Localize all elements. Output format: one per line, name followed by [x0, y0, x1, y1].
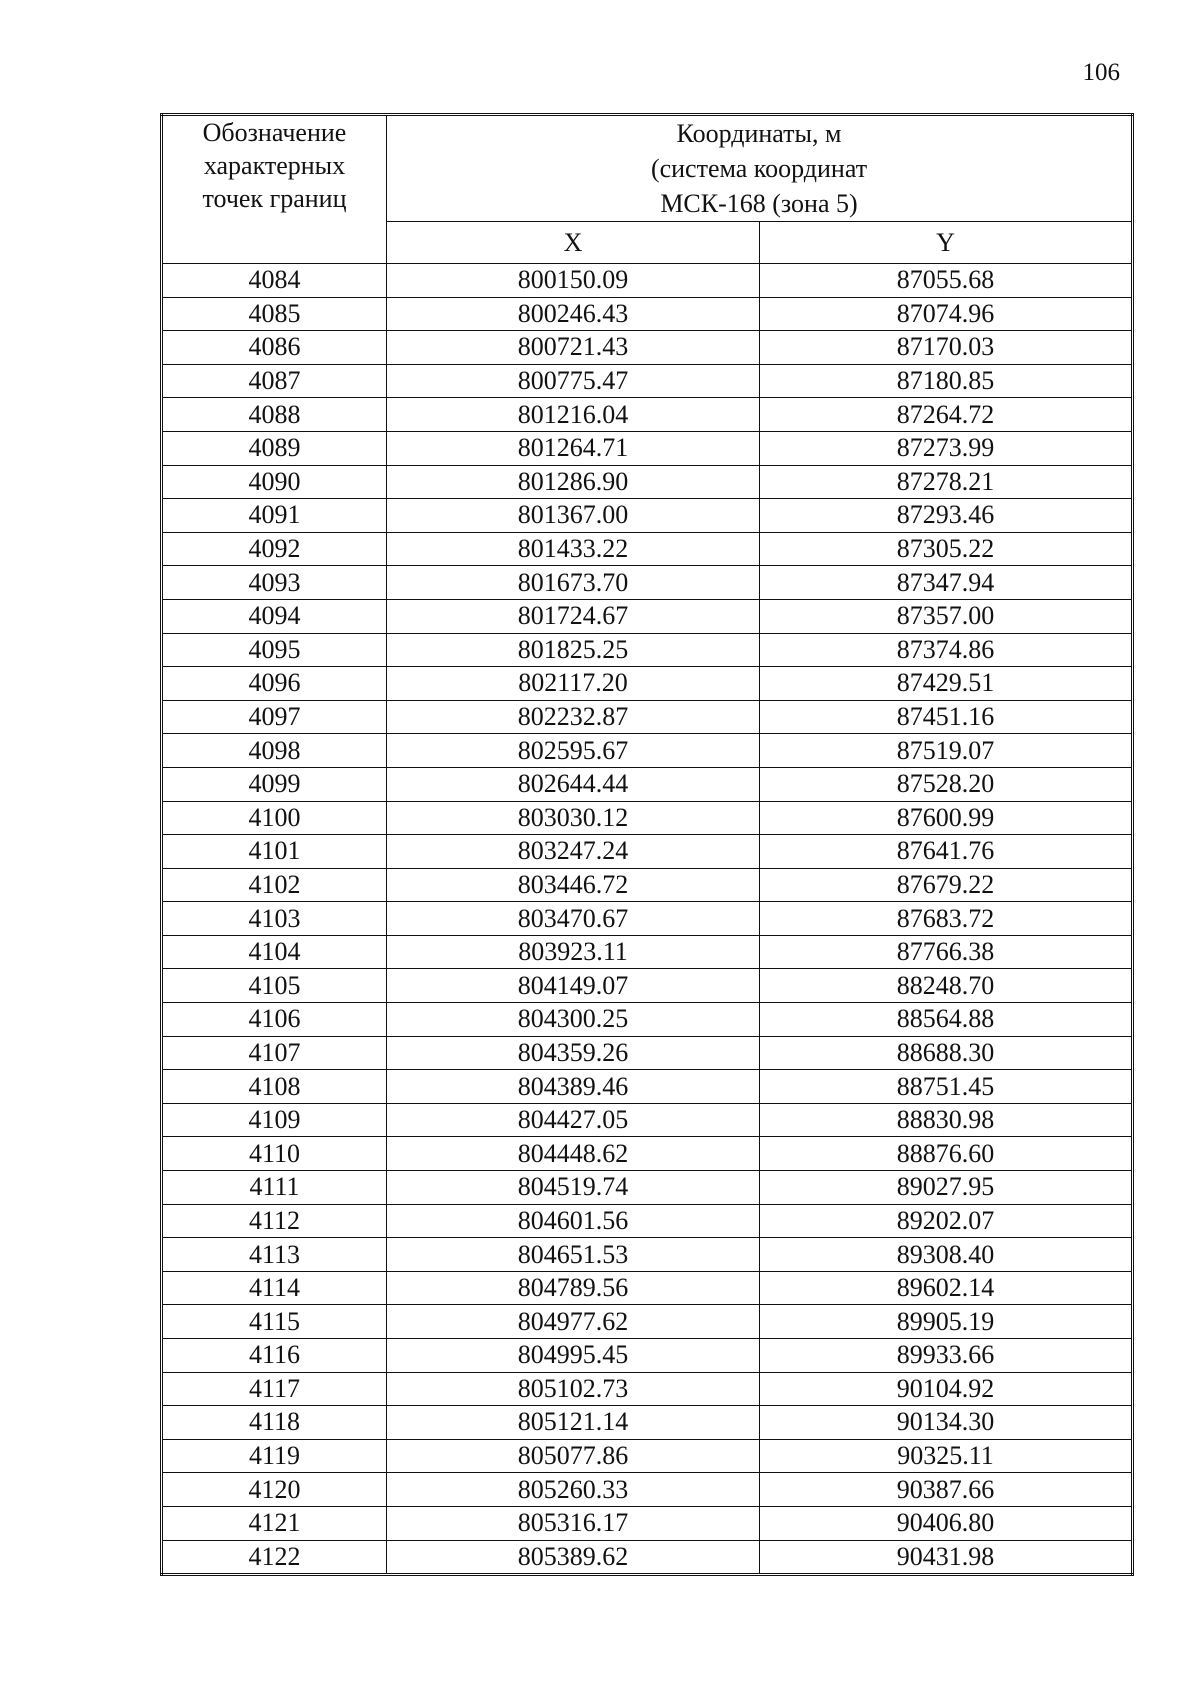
table-row [162, 431, 1133, 465]
point-cell: 4089 [162, 431, 387, 465]
table-row [162, 499, 1133, 533]
point-cell: 4121 [162, 1506, 387, 1540]
x-coordinate-cell: 802117.20 [387, 667, 760, 701]
x-coordinate-cell: 803446.72 [387, 868, 760, 902]
x-coordinate-cell: 805316.17 [387, 1506, 760, 1540]
point-cell: 4103 [162, 902, 387, 936]
table-row [162, 734, 1133, 768]
y-coordinate-cell: 87683.72 [760, 902, 1133, 936]
y-coordinate-cell: 90134.30 [760, 1406, 1133, 1440]
x-coordinate-cell: 801216.04 [387, 398, 760, 432]
y-coordinate-cell: 88564.88 [760, 1003, 1133, 1037]
y-coordinate-cell: 90431.98 [760, 1540, 1133, 1575]
x-coordinate-cell: 800150.09 [387, 264, 760, 298]
x-column-header: X [387, 222, 760, 264]
table-row [162, 1171, 1133, 1205]
point-cell: 4084 [162, 264, 387, 298]
x-coordinate-cell: 804601.56 [387, 1204, 760, 1238]
x-coordinate-cell: 801367.00 [387, 499, 760, 533]
y-coordinate-cell: 87278.21 [760, 465, 1133, 499]
x-coordinate-cell: 804977.62 [387, 1305, 760, 1339]
point-cell: 4096 [162, 667, 387, 701]
y-coordinate-cell: 87180.85 [760, 364, 1133, 398]
point-cell: 4120 [162, 1473, 387, 1507]
x-coordinate-cell: 802644.44 [387, 767, 760, 801]
point-cell: 4116 [162, 1339, 387, 1373]
table-row [162, 700, 1133, 734]
table-row [162, 1137, 1133, 1171]
table-row [162, 1372, 1133, 1406]
y-coordinate-cell: 87374.86 [760, 633, 1133, 667]
y-coordinate-cell: 88876.60 [760, 1137, 1133, 1171]
table-row [162, 1070, 1133, 1104]
y-coordinate-cell: 89602.14 [760, 1271, 1133, 1305]
y-coordinate-cell: 88751.45 [760, 1070, 1133, 1104]
x-coordinate-cell: 803247.24 [387, 835, 760, 869]
y-coordinate-cell: 87357.00 [760, 599, 1133, 633]
y-column-header: Y [760, 222, 1133, 264]
y-coordinate-cell: 87264.72 [760, 398, 1133, 432]
table-row [162, 1238, 1133, 1272]
point-cell: 4106 [162, 1003, 387, 1037]
point-cell: 4088 [162, 398, 387, 432]
x-coordinate-cell: 805077.86 [387, 1439, 760, 1473]
x-coordinate-cell: 803923.11 [387, 935, 760, 969]
y-coordinate-cell: 87679.22 [760, 868, 1133, 902]
x-coordinate-cell: 802595.67 [387, 734, 760, 768]
y-coordinate-cell: 87293.46 [760, 499, 1133, 533]
coordinates-column-header [387, 115, 1133, 222]
y-coordinate-cell: 89308.40 [760, 1238, 1133, 1272]
y-coordinate-cell: 87528.20 [760, 767, 1133, 801]
y-coordinate-cell: 90104.92 [760, 1372, 1133, 1406]
y-coordinate-cell: 87429.51 [760, 667, 1133, 701]
table-row [162, 1103, 1133, 1137]
point-cell: 4105 [162, 969, 387, 1003]
x-coordinate-cell: 805389.62 [387, 1540, 760, 1575]
point-cell: 4119 [162, 1439, 387, 1473]
point-cell: 4102 [162, 868, 387, 902]
header-row [162, 115, 1133, 222]
y-coordinate-cell: 87347.94 [760, 566, 1133, 600]
table-row [162, 1271, 1133, 1305]
table-row [162, 1305, 1133, 1339]
y-coordinate-cell: 87305.22 [760, 532, 1133, 566]
table-row [162, 599, 1133, 633]
point-cell: 4114 [162, 1271, 387, 1305]
table-row [162, 331, 1133, 365]
x-coordinate-cell: 801673.70 [387, 566, 760, 600]
x-coordinate-cell: 805102.73 [387, 1372, 760, 1406]
x-coordinate-cell: 804427.05 [387, 1103, 760, 1137]
table-row [162, 465, 1133, 499]
point-cell: 4113 [162, 1238, 387, 1272]
point-cell: 4091 [162, 499, 387, 533]
table-row [162, 1406, 1133, 1440]
y-coordinate-cell: 90406.80 [760, 1506, 1133, 1540]
point-cell: 4087 [162, 364, 387, 398]
x-coordinate-cell: 804389.46 [387, 1070, 760, 1104]
coords-header-line: Координаты, м [676, 119, 842, 148]
point-cell: 4097 [162, 700, 387, 734]
point-cell: 4093 [162, 566, 387, 600]
point-header-line: Обозначение [202, 118, 347, 147]
point-cell: 4099 [162, 767, 387, 801]
point-cell: 4109 [162, 1103, 387, 1137]
x-coordinate-cell: 801825.25 [387, 633, 760, 667]
x-coordinate-cell: 801264.71 [387, 431, 760, 465]
y-coordinate-cell: 87641.76 [760, 835, 1133, 869]
point-cell: 4117 [162, 1372, 387, 1406]
table-row [162, 364, 1133, 398]
point-cell: 4110 [162, 1137, 387, 1171]
point-cell: 4092 [162, 532, 387, 566]
x-coordinate-cell: 804651.53 [387, 1238, 760, 1272]
y-coordinate-cell: 87074.96 [760, 297, 1133, 331]
table-row [162, 902, 1133, 936]
x-coordinate-cell: 801286.90 [387, 465, 760, 499]
x-coordinate-cell: 804519.74 [387, 1171, 760, 1205]
point-cell: 4090 [162, 465, 387, 499]
x-coordinate-cell: 804995.45 [387, 1339, 760, 1373]
page-number: 106 [1082, 59, 1120, 86]
table-row [162, 532, 1133, 566]
y-coordinate-cell: 88248.70 [760, 969, 1133, 1003]
y-coordinate-cell: 87055.68 [760, 264, 1133, 298]
x-coordinate-cell: 801433.22 [387, 532, 760, 566]
point-cell: 4100 [162, 801, 387, 835]
y-coordinate-cell: 89933.66 [760, 1339, 1133, 1373]
table-row [162, 1036, 1133, 1070]
x-coordinate-cell: 804149.07 [387, 969, 760, 1003]
point-cell: 4086 [162, 331, 387, 365]
table-row [162, 835, 1133, 869]
point-cell: 4095 [162, 633, 387, 667]
table-row [162, 935, 1133, 969]
table-row [162, 633, 1133, 667]
table-row [162, 767, 1133, 801]
point-cell: 4094 [162, 599, 387, 633]
table-row [162, 297, 1133, 331]
point-column-header [162, 115, 387, 264]
y-coordinate-cell: 87600.99 [760, 801, 1133, 835]
table-row [162, 1339, 1133, 1373]
y-coordinate-cell: 90387.66 [760, 1473, 1133, 1507]
table-row [162, 868, 1133, 902]
point-header-line: характерных [203, 151, 346, 180]
x-coordinate-cell: 801724.67 [387, 599, 760, 633]
table-row [162, 801, 1133, 835]
x-coordinate-cell: 804448.62 [387, 1137, 760, 1171]
table-row [162, 1473, 1133, 1507]
table-row [162, 667, 1133, 701]
table-row [162, 969, 1133, 1003]
y-coordinate-cell: 89027.95 [760, 1171, 1133, 1205]
table-row [162, 566, 1133, 600]
y-coordinate-cell: 87273.99 [760, 431, 1133, 465]
x-coordinate-cell: 804359.26 [387, 1036, 760, 1070]
y-coordinate-cell: 87766.38 [760, 935, 1133, 969]
coords-header-line: МСК-168 (зона 5) [660, 189, 858, 218]
point-cell: 4085 [162, 297, 387, 331]
point-cell: 4108 [162, 1070, 387, 1104]
table-row [162, 1204, 1133, 1238]
table-row [162, 1439, 1133, 1473]
y-coordinate-cell: 88688.30 [760, 1036, 1133, 1070]
y-coordinate-cell: 88830.98 [760, 1103, 1133, 1137]
x-coordinate-cell: 804300.25 [387, 1003, 760, 1037]
x-coordinate-cell: 800246.43 [387, 297, 760, 331]
y-coordinate-cell: 87519.07 [760, 734, 1133, 768]
table-row [162, 398, 1133, 432]
point-cell: 4098 [162, 734, 387, 768]
x-coordinate-cell: 804789.56 [387, 1271, 760, 1305]
x-coordinate-cell: 803470.67 [387, 902, 760, 936]
table-row [162, 1540, 1133, 1575]
table-row [162, 1506, 1133, 1540]
table-row [162, 1003, 1133, 1037]
y-coordinate-cell: 89905.19 [760, 1305, 1133, 1339]
point-cell: 4107 [162, 1036, 387, 1070]
point-cell: 4115 [162, 1305, 387, 1339]
y-coordinate-cell: 87170.03 [760, 331, 1133, 365]
point-header-line: точек границ [202, 184, 347, 213]
point-cell: 4112 [162, 1204, 387, 1238]
point-cell: 4111 [162, 1171, 387, 1205]
coords-header-line: (система координат [650, 154, 868, 183]
x-coordinate-cell: 805260.33 [387, 1473, 760, 1507]
point-cell: 4118 [162, 1406, 387, 1440]
x-coordinate-cell: 800775.47 [387, 364, 760, 398]
x-coordinate-cell: 800721.43 [387, 331, 760, 365]
point-cell: 4104 [162, 935, 387, 969]
y-coordinate-cell: 90325.11 [760, 1439, 1133, 1473]
table-row [162, 264, 1133, 298]
y-coordinate-cell: 87451.16 [760, 700, 1133, 734]
point-cell: 4122 [162, 1540, 387, 1575]
x-coordinate-cell: 805121.14 [387, 1406, 760, 1440]
point-cell: 4101 [162, 835, 387, 869]
y-coordinate-cell: 89202.07 [760, 1204, 1133, 1238]
x-coordinate-cell: 803030.12 [387, 801, 760, 835]
coordinates-table [160, 113, 1134, 1576]
x-coordinate-cell: 802232.87 [387, 700, 760, 734]
